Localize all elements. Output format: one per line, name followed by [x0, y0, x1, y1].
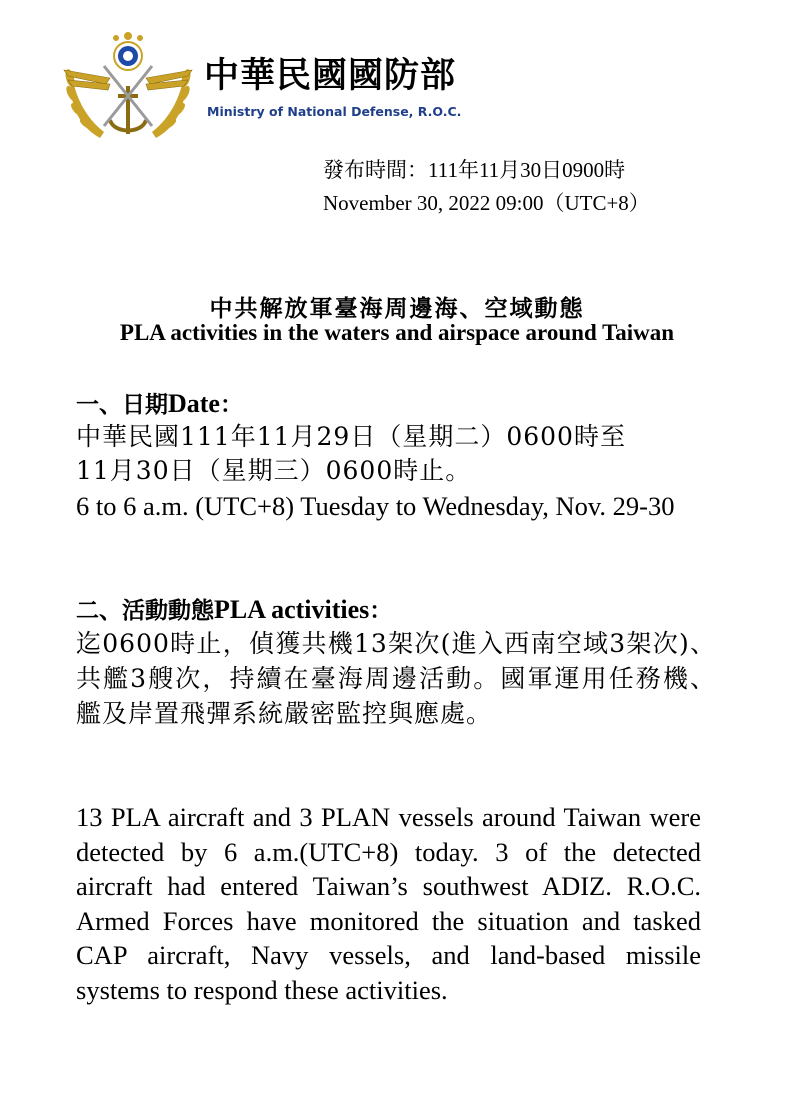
- section-activities-heading-en: PLA activities: [214, 595, 370, 624]
- activities-english: 13 PLA aircraft and 3 PLAN vessels around Taiwan were detected by 6 a.m.(UTC+8) today. 3 of the detected aircraft had entered Taiwan’s southwest ADIZ. R.O.C. Armed Forces have monitored the situation and tasked CAP aircraft, Navy vessels, and land-based missile systems to respond these activities.: [76, 802, 701, 1005]
- date-english: 6 to 6 a.m. (UTC+8) Tuesday to Wednesday, Nov. 29-30: [76, 491, 675, 521]
- ministry-emblem-logo: [60, 26, 196, 146]
- org-name-english: Ministry of National Defense, R.O.C.: [207, 104, 462, 119]
- activities-chinese: 迄0600時止，偵獲共機13架次(進入西南空域3架次)、共艦3艘次，持續在臺海周邊活動。國軍運用任務機、艦及岸置飛彈系統嚴密監控與應處。: [76, 629, 716, 728]
- section-date-heading-zh: 一、日期: [76, 391, 168, 418]
- org-name-chinese: 中華民國國防部: [204, 55, 457, 96]
- section-date-heading-en: Date: [168, 389, 220, 418]
- section-date-heading: [76, 386, 243, 419]
- title-english: PLA activities in the waters and airspace around Taiwan: [119, 320, 675, 345]
- section-activities-heading-zh: 二、活動動態: [76, 597, 214, 624]
- section-date-heading-colon: ：: [219, 391, 243, 418]
- date-line-chinese-2: 11月30日（星期三）0600時止。: [76, 456, 472, 485]
- section-activities-heading-colon: ：: [369, 597, 393, 624]
- release-time-english: November 30, 2022 09:00（UTC+8）: [323, 191, 650, 215]
- date-line-chinese-1: 中華民國111年11月29日（星期二）0600時至: [76, 422, 626, 451]
- section-activities-heading: [76, 592, 392, 625]
- title-chinese: 中共解放軍臺海周邊海、空域動態: [209, 295, 585, 322]
- release-time-chinese: 發布時間：111年11月30日0900時: [323, 158, 626, 182]
